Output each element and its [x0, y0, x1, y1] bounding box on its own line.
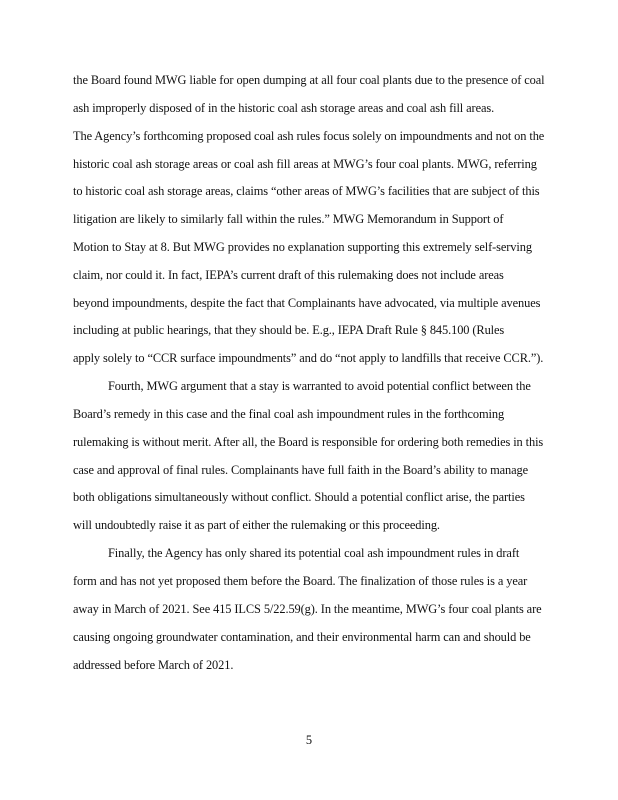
text-line: claim, nor could it. In fact, IEPA’s current draft of this rulemaking does not include areas	[73, 268, 504, 282]
text-line: rulemaking is without merit. After all, the Board is responsible for ordering both remedies in this	[73, 435, 544, 449]
text-line: litigation are likely to similarly fall within the rules.” MWG Memorandum in Support of	[73, 212, 504, 226]
text-line: Board’s remedy in this case and the final coal ash impoundment rules in the forthcoming	[73, 407, 505, 421]
text-line: The Agency’s forthcoming proposed coal ash rules focus solely on impoundments and not on the	[73, 129, 545, 143]
page-number: 5	[305, 733, 313, 747]
text-line: Finally, the Agency has only shared its potential coal ash impoundment rules in draft	[108, 546, 520, 560]
text-line: apply solely to “CCR surface impoundments” and do “not apply to landfills that receive CCR.”).	[73, 351, 544, 365]
text-line: ash improperly disposed of in the historic coal ash storage areas and coal ash fill areas.	[73, 101, 495, 115]
text-line: Fourth, MWG argument that a stay is warranted to avoid potential conflict between the	[108, 379, 531, 393]
text-line: causing ongoing groundwater contamination, and their environmental harm can and should be	[73, 630, 531, 644]
text-line: addressed before March of 2021.	[73, 658, 234, 672]
text-line: to historic coal ash storage areas, claims “other areas of MWG’s facilities that are subject of this	[73, 184, 540, 198]
text-line: the Board found MWG liable for open dumping at all four coal plants due to the presence of coal	[73, 73, 545, 87]
text-line: beyond impoundments, despite the fact that Complainants have advocated, via multiple avenues	[73, 296, 541, 310]
text-line: Motion to Stay at 8. But MWG provides no explanation supporting this extremely self-serving	[73, 240, 532, 254]
text-line: historic coal ash storage areas or coal ash fill areas at MWG’s four coal plants. MWG, referring	[73, 157, 537, 171]
text-line: including at public hearings, that they should be. E.g., IEPA Draft Rule § 845.100 (Rules	[73, 323, 505, 337]
text-line: form and has not yet proposed them before the Board. The finalization of those rules is a year	[73, 574, 528, 588]
text-line: both obligations simultaneously without conflict. Should a potential conflict arise, the parties	[73, 490, 525, 504]
text-line: case and approval of final rules. Complainants have full faith in the Board’s ability to manage	[73, 463, 529, 477]
text-line: will undoubtedly raise it as part of either the rulemaking or this proceeding.	[73, 518, 440, 532]
text-line: away in March of 2021. See 415 ILCS 5/22.59(g). In the meantime, MWG’s four coal plants are	[73, 602, 542, 616]
